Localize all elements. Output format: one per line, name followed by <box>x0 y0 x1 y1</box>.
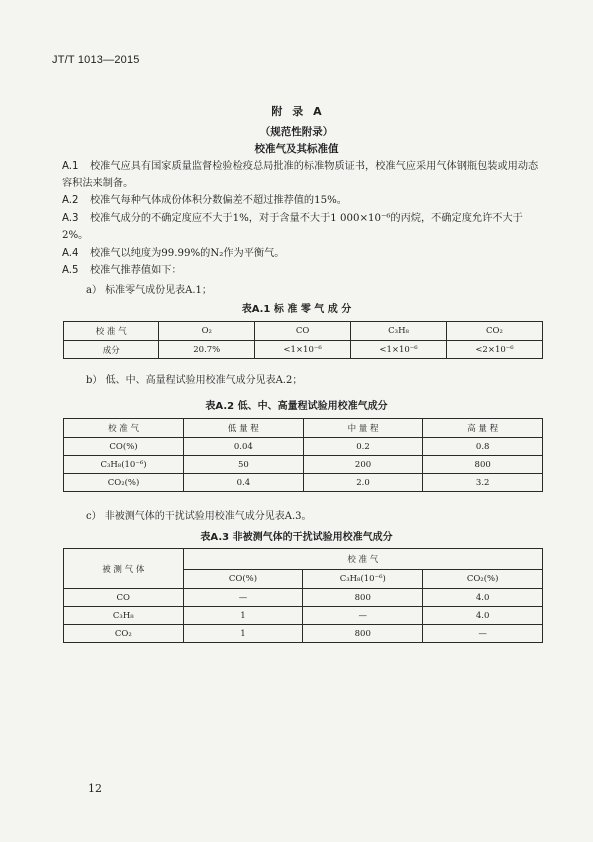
paragraph-text: 校准气推荐值如下： <box>90 265 182 276</box>
table-cell: 成分 <box>64 341 159 359</box>
paragraph-a1 <box>62 158 542 192</box>
paragraph-text: 校准气成分的不确定度应不大于1%，对于含量不大于1 000×10⁻⁶的丙烷，不确定度允许不大于2%。 <box>62 213 523 241</box>
paragraph-a2 <box>62 192 542 209</box>
appendix-title: 附 录 A <box>271 105 322 118</box>
table-cell: C₃H₈ <box>64 607 184 625</box>
document-header: JT/T 1013—2015 <box>52 54 140 66</box>
table-cell: 4.0 <box>423 607 543 625</box>
sub-item-b: b） 低、中、高量程试验用校准气成分见表A.2； <box>86 375 303 386</box>
table-header-cell: CO₂(%) <box>423 570 543 589</box>
paragraph-a5 <box>62 262 542 279</box>
paragraph-a3 <box>62 210 542 244</box>
table1-caption: 表A.1 标 准 零 气 成 分 <box>241 304 352 315</box>
paragraph-text: 校准气每种气体成份体积分数偏差不超过推荐值的15%。 <box>90 195 347 206</box>
table-cell: 3.2 <box>423 474 543 492</box>
table-header-cell: 校 准 气 <box>64 322 159 341</box>
table-row <box>64 456 543 474</box>
paragraph-number: A.2 <box>62 195 79 206</box>
table-header-row <box>64 419 543 438</box>
table-cell: <1×10⁻⁶ <box>351 341 447 359</box>
table-cell: 1 <box>183 607 303 625</box>
sub-item-a: a） 标准零气成份见表A.1； <box>86 285 212 296</box>
table-cell: CO <box>64 589 184 607</box>
table-cell: <1×10⁻⁶ <box>255 341 351 359</box>
paragraph-a4 <box>62 245 542 262</box>
table2-caption: 表A.2 低、中、高量程试验用校准气成分 <box>205 401 388 412</box>
table-cell: 0.8 <box>423 438 543 456</box>
table-cell: — <box>183 589 303 607</box>
page-number: 12 <box>88 782 102 795</box>
table-header-cell: C₃H₈ <box>351 322 447 341</box>
sub-item-c: c） 非被测气体的干扰试验用校准气成分见表A.3。 <box>86 511 312 522</box>
table-a3 <box>63 548 543 643</box>
appendix-heading: 校准气及其标准值 <box>254 143 339 155</box>
table-cell: 4.0 <box>423 589 543 607</box>
table-header-cell: 校 准 气 <box>64 419 184 438</box>
table-cell: 20.7% <box>159 341 255 359</box>
table-header-cell: C₃H₈(10⁻⁶) <box>303 570 423 589</box>
table-cell: 50 <box>184 456 304 474</box>
table-cell: — <box>423 625 543 643</box>
table-cell: CO₂ <box>64 625 184 643</box>
table-cell: 2.0 <box>303 474 423 492</box>
table-header-cell: 高 量 程 <box>423 419 543 438</box>
table-cell: 800 <box>303 625 423 643</box>
table-cell: 0.04 <box>184 438 304 456</box>
paragraph-number: A.4 <box>62 248 79 259</box>
table-corner-cell: 被 测 气 体 <box>64 549 184 589</box>
table-header-cell: CO₂ <box>447 322 543 341</box>
table-header-row <box>64 322 543 341</box>
table-group-header: 校 准 气 <box>183 549 542 570</box>
paragraph-text: 校准气应具有国家质量监督检验检疫总局批准的标准物质证书，校准气应采用气体钢瓶包装或用动态容积法来制备。 <box>62 161 539 189</box>
table-row <box>64 474 543 492</box>
paragraph-text: 校准气以纯度为99.99%的N₂作为平衡气。 <box>90 248 285 259</box>
table-cell: 0.4 <box>184 474 304 492</box>
table-header-row <box>64 549 543 570</box>
paragraph-number: A.3 <box>62 213 79 224</box>
table-row <box>64 607 543 625</box>
table-cell: CO(%) <box>64 438 184 456</box>
table-cell: C₃H₈(10⁻⁶) <box>64 456 184 474</box>
table-cell: 0.2 <box>303 438 423 456</box>
table-header-cell: O₂ <box>159 322 255 341</box>
table-row <box>64 438 543 456</box>
table3-caption: 表A.3 非被测气体的干扰试验用校准气成分 <box>200 532 393 543</box>
table-cell: 1 <box>183 625 303 643</box>
table-row <box>64 589 543 607</box>
table-row <box>64 341 543 359</box>
table-header-cell: 中 量 程 <box>303 419 423 438</box>
table-cell: 200 <box>303 456 423 474</box>
table-header-cell: CO <box>255 322 351 341</box>
table-row <box>64 625 543 643</box>
paragraph-number: A.1 <box>62 161 79 172</box>
table-cell: 800 <box>303 589 423 607</box>
table-cell: CO₂(%) <box>64 474 184 492</box>
table-header-cell: 低 量 程 <box>184 419 304 438</box>
table-a2 <box>63 418 543 492</box>
paragraph-number: A.5 <box>62 265 79 276</box>
table-cell: <2×10⁻⁶ <box>447 341 543 359</box>
appendix-kind: （规范性附录） <box>259 126 334 138</box>
table-cell: 800 <box>423 456 543 474</box>
table-cell: — <box>303 607 423 625</box>
table-a1 <box>63 321 543 359</box>
table-header-cell: CO(%) <box>183 570 303 589</box>
